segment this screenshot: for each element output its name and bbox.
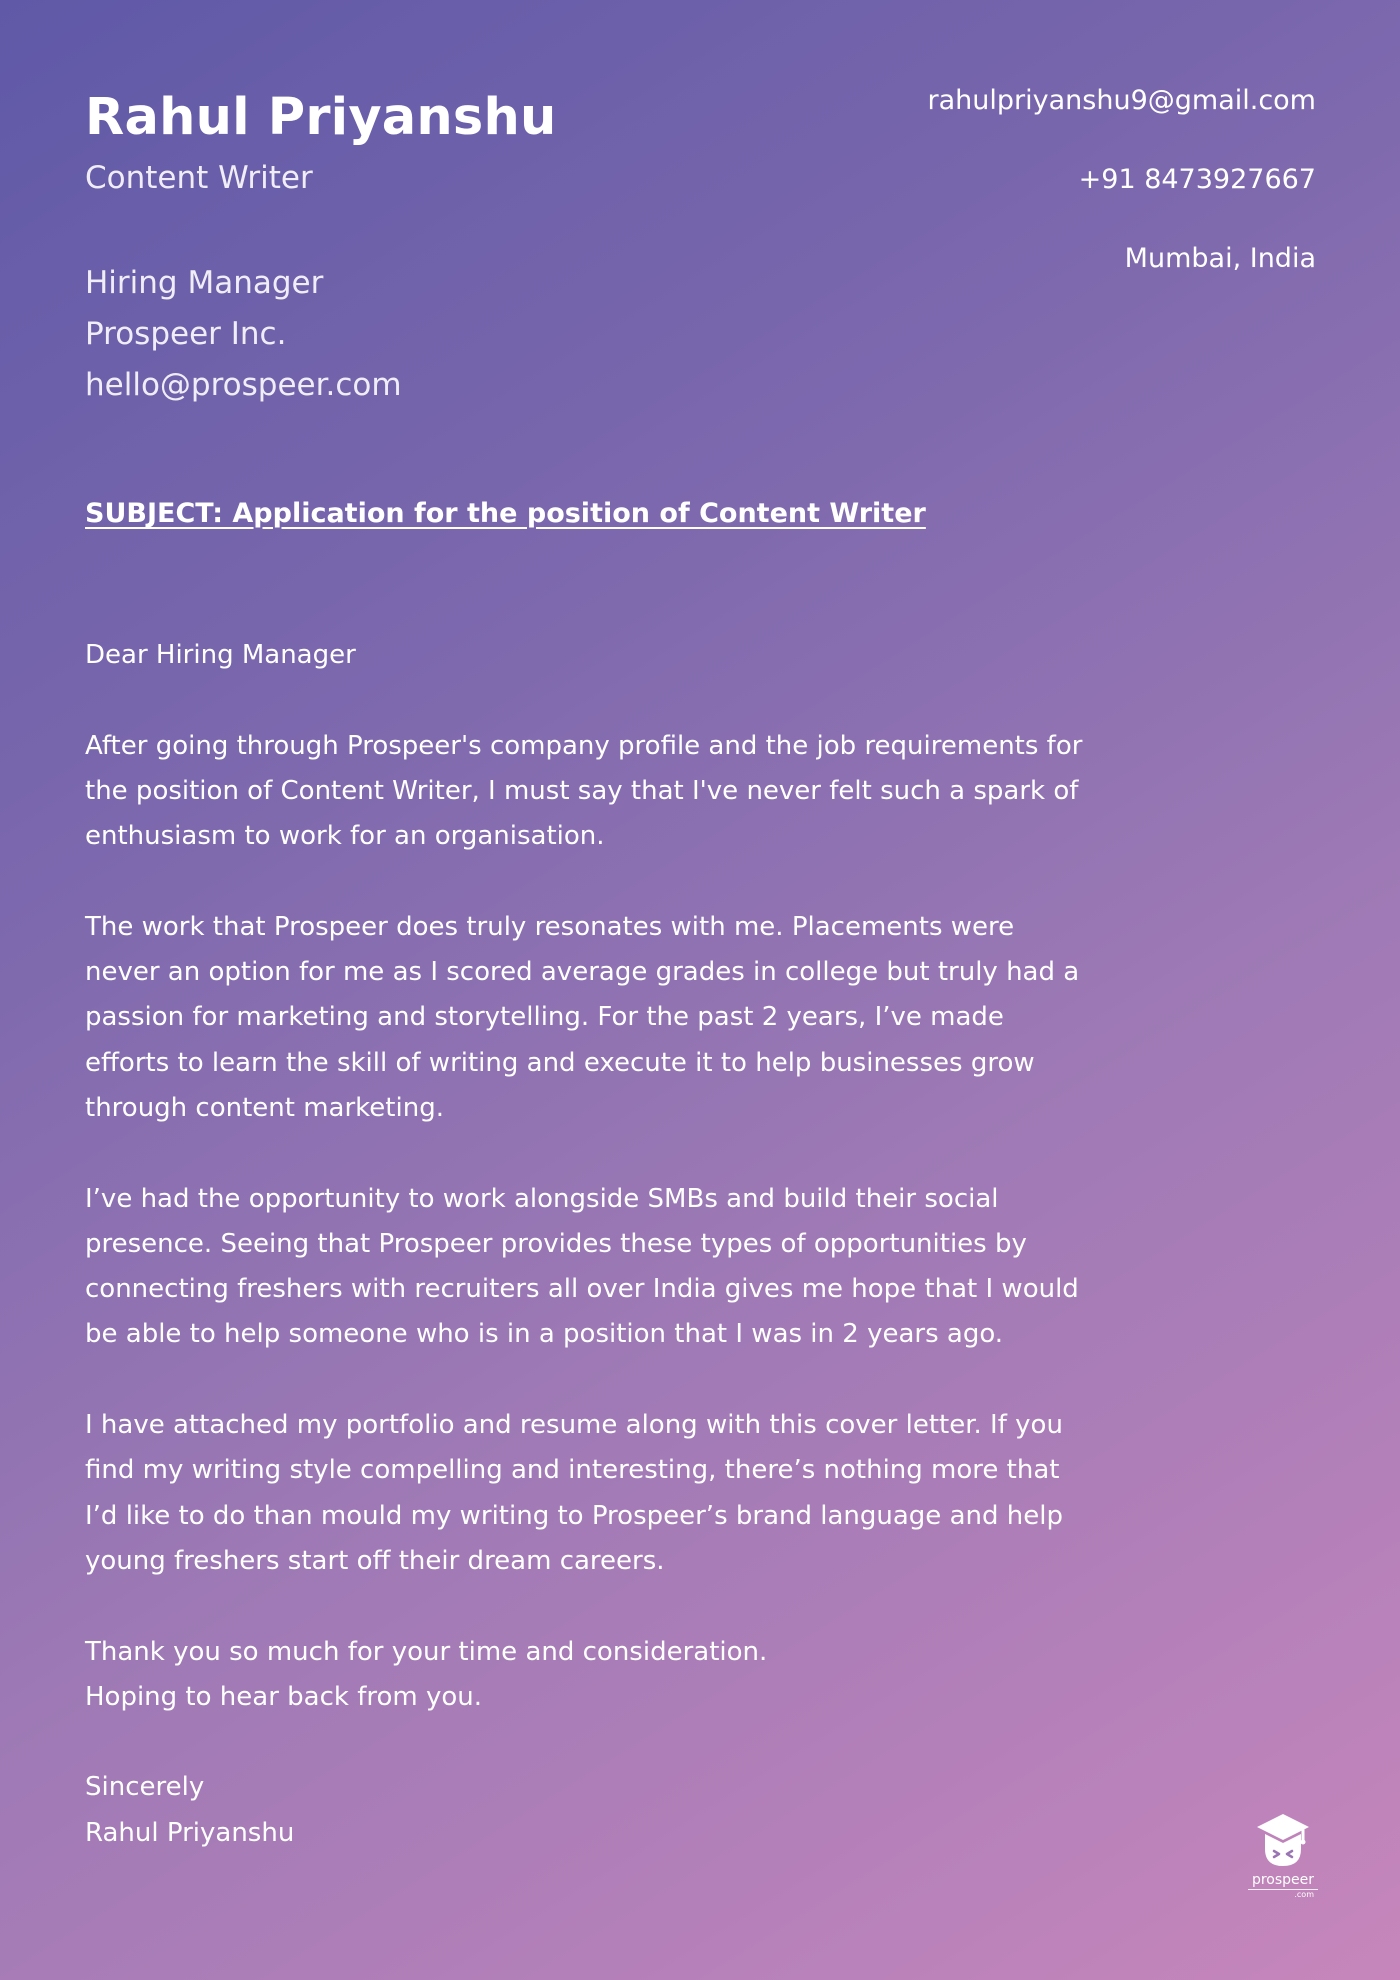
graduation-cap-icon — [1251, 1806, 1315, 1870]
contact-block — [928, 84, 1316, 321]
recipient-block — [85, 258, 402, 411]
contact-phone: +91 8473927667 — [1078, 164, 1316, 195]
closing-line-thanks: Thank you so much for your time and consideration. — [85, 1636, 768, 1667]
recipient-company: Prospeer Inc. — [85, 316, 287, 352]
signature-name: Rahul Priyanshu — [85, 1817, 295, 1848]
contact-email: rahulpriyanshu9@gmail.com — [927, 85, 1316, 116]
salutation: Dear Hiring Manager — [85, 640, 356, 670]
logo-domain: .com — [1294, 1890, 1314, 1899]
applicant-role: Content Writer — [85, 160, 313, 196]
applicant-name: Rahul Priyanshu — [85, 88, 557, 147]
prospeer-logo — [1248, 1806, 1318, 1900]
contact-location: Mumbai, India — [1124, 243, 1316, 274]
logo-brand: prospeer — [1248, 1872, 1318, 1890]
closing-line-hope: Hoping to hear back from you. — [85, 1681, 483, 1712]
recipient-email: hello@prospeer.com — [85, 367, 402, 403]
letter-body — [85, 633, 1095, 1856]
subject-line: SUBJECT: Application for the position of Content Writer — [85, 498, 926, 529]
recipient-title: Hiring Manager — [85, 265, 324, 301]
signoff-block — [85, 1765, 1095, 1856]
closing — [85, 1630, 1095, 1721]
body-paragraph: After going through Prospeer's company profile and the job requirements for the position of Content Writer, I must say that I've never felt such a spark of enthusiasm to work for an organisation. — [85, 730, 1083, 852]
body-paragraph: I have attached my portfolio and resume along with this cover letter. If you find my writing style compelling and interesting, there’s nothing more that I’d like to do than mould my writing to Prospeer’s brand language and help young freshers start off their dream careers. — [85, 1410, 1063, 1576]
body-paragraph: The work that Prospeer does truly resonates with me. Placements were never an option for me as I scored average grades in college but truly had a passion for marketing and storytelling. For the past 2 years, I’ve made efforts to learn the skill of writing and execute it to help businesses grow through content marketing. — [85, 911, 1080, 1123]
body-paragraph: I’ve had the opportunity to work alongside SMBs and build their social presence. Seeing that Prospeer provides these types of opportunities by connecting freshers with recruiters all over India gives me hope that I would be able to help someone who is in a position that I was in 2 years ago. — [85, 1183, 1079, 1350]
signoff: Sincerely — [85, 1772, 205, 1803]
